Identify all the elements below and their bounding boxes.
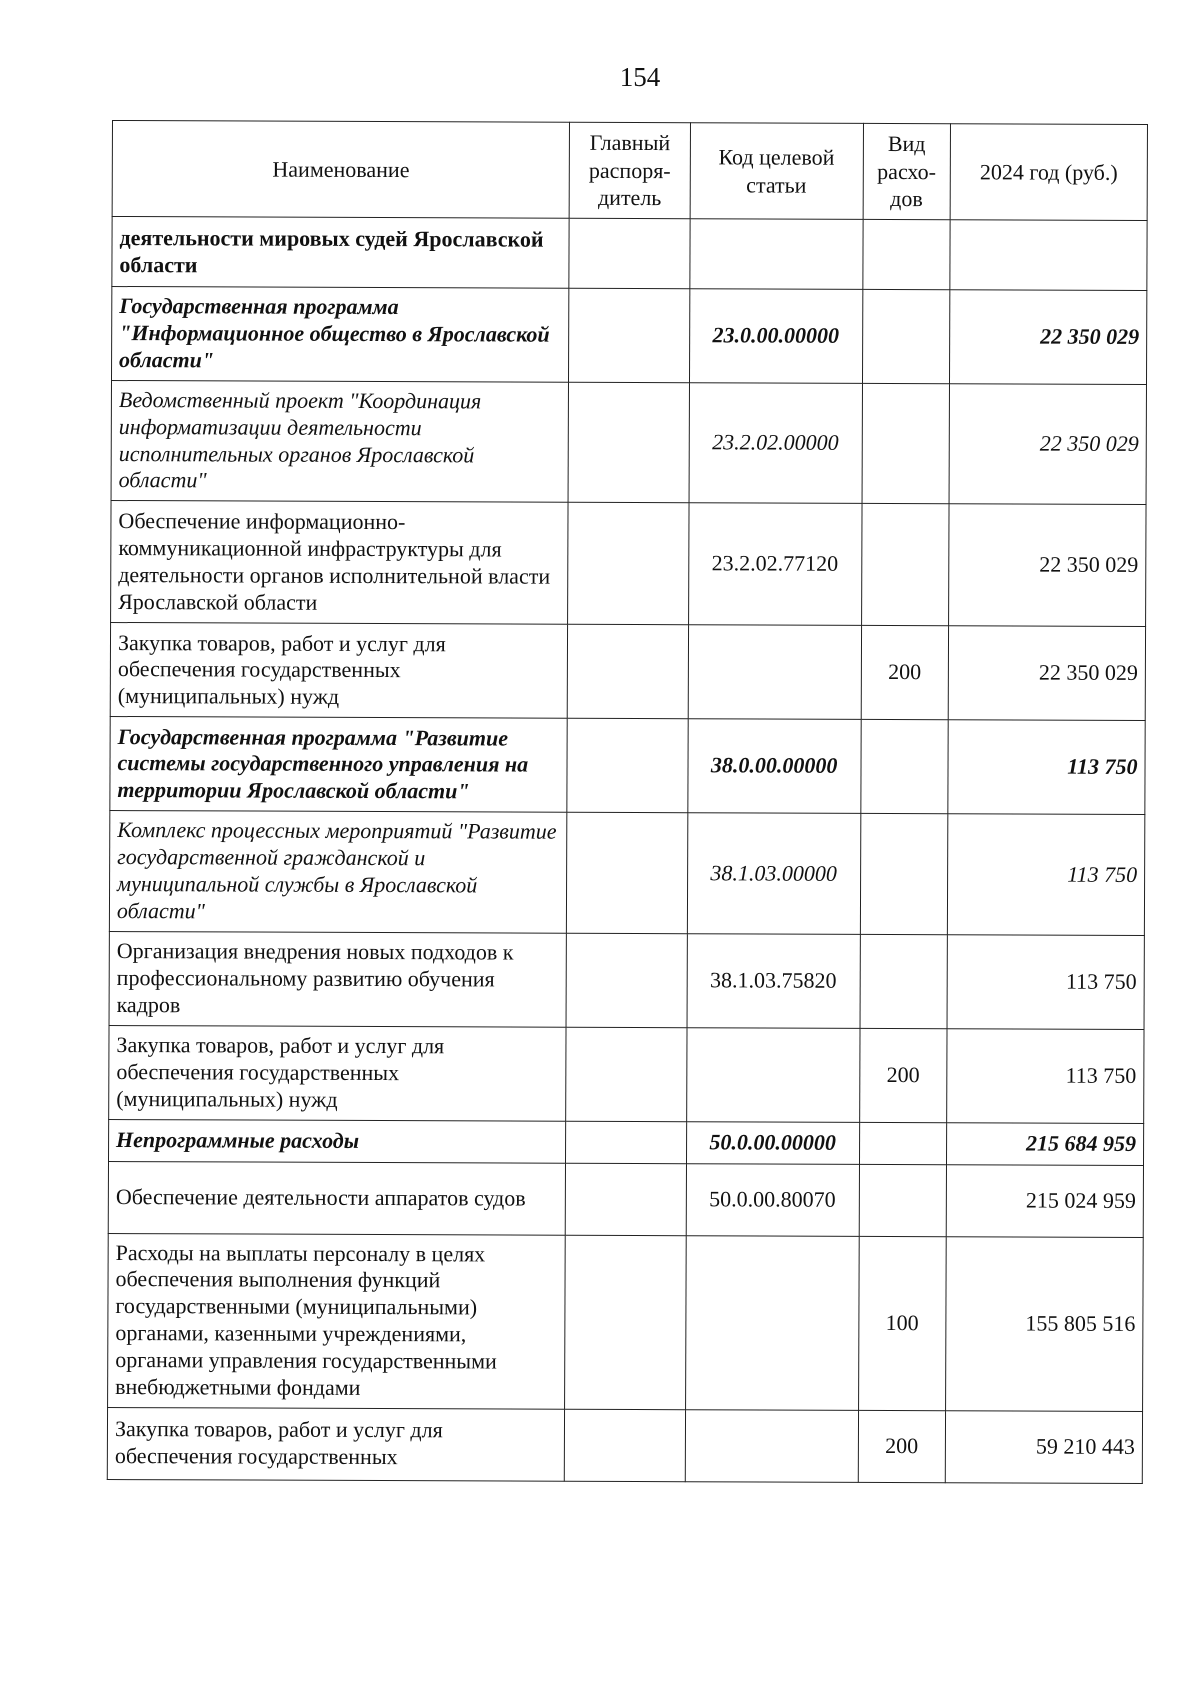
row-code: 50.0.00.00000 <box>686 1121 859 1164</box>
row-kind <box>862 383 950 504</box>
table-header-row <box>112 121 1147 221</box>
table-row <box>111 381 1146 505</box>
budget-table <box>107 120 1148 1484</box>
table-row <box>108 1161 1143 1237</box>
page-number: 154 <box>619 62 661 92</box>
row-amount: 113 750 <box>947 1028 1144 1123</box>
table-row <box>110 623 1145 721</box>
row-kind: 200 <box>861 626 949 720</box>
column-header-administrator: Главный распоря-дитель <box>569 122 690 218</box>
table-row <box>112 217 1147 291</box>
row-name: Ведомственный проект "Координация информатизации деятельности исполнительных органов Ярославской области" <box>111 381 569 503</box>
row-amount: 113 750 <box>948 720 1145 815</box>
row-kind <box>861 504 949 626</box>
row-administrator <box>566 1027 687 1121</box>
row-name: Обеспечение информационно-коммуникационной инфраструктуры для деятельности органов исполнительной власти Ярославской области <box>111 501 569 625</box>
row-amount: 113 750 <box>947 814 1144 935</box>
row-name: Расходы на выплаты персоналу в целях обеспечения выполнения функций государственными (муниципальными) органами, казенными учреждениями, органами управления государственными внебюджетными фондами <box>108 1233 566 1409</box>
table-row <box>111 501 1146 627</box>
table-row <box>108 1233 1144 1411</box>
row-amount: 59 210 443 <box>945 1410 1142 1483</box>
row-kind <box>862 219 950 289</box>
row-name: Организация внедрения новых подходов к профессиональному развитию обучения кадров <box>109 931 567 1027</box>
row-name: Закупка товаров, работ и услуг для обеспечения государственных <box>107 1407 565 1481</box>
row-kind <box>862 289 950 383</box>
row-code <box>685 1235 859 1410</box>
table-row <box>107 1407 1142 1483</box>
table-row <box>109 1119 1144 1165</box>
column-header-code: Код целевой статьи <box>690 123 863 220</box>
column-header-kind: Вид расхо-дов <box>863 123 951 219</box>
row-administrator <box>566 1163 687 1235</box>
row-name: Закупка товаров, работ и услуг для обеспечения государственных (муниципальных) нужд <box>109 1025 567 1121</box>
row-code: 23.2.02.77120 <box>688 503 861 626</box>
row-amount: 215 024 959 <box>946 1164 1143 1237</box>
row-kind <box>860 814 948 935</box>
row-kind: 200 <box>859 1028 947 1122</box>
row-administrator <box>566 1121 687 1163</box>
table-row <box>109 811 1144 935</box>
row-code <box>688 625 861 720</box>
row-amount: 155 805 516 <box>946 1236 1144 1411</box>
row-code: 23.0.00.00000 <box>689 289 862 384</box>
row-code: 50.0.00.80070 <box>686 1163 859 1236</box>
row-kind: 100 <box>858 1236 946 1410</box>
row-administrator <box>569 218 690 288</box>
row-name: Государственная программа "Развитие системы государственного управления на территории Ярославской области" <box>110 717 568 813</box>
row-administrator <box>568 503 689 625</box>
row-amount <box>950 220 1147 291</box>
table-row <box>109 1025 1144 1123</box>
row-code: 23.2.02.00000 <box>689 383 862 504</box>
row-administrator <box>569 288 690 382</box>
row-administrator <box>568 625 689 719</box>
row-administrator <box>565 1235 686 1409</box>
row-name: деятельности мировых судей Ярославской области <box>112 217 570 289</box>
row-name: Обеспечение деятельности аппаратов судов <box>108 1161 566 1235</box>
row-administrator <box>566 933 687 1027</box>
row-kind <box>859 1122 947 1164</box>
column-header-name: Наименование <box>112 121 570 219</box>
row-administrator <box>567 813 688 934</box>
row-code: 38.0.00.00000 <box>687 719 860 814</box>
row-kind <box>860 720 948 814</box>
row-amount: 22 350 029 <box>948 626 1145 721</box>
row-amount: 22 350 029 <box>949 504 1146 627</box>
row-code <box>690 219 863 290</box>
row-code <box>686 1027 859 1122</box>
row-name: Комплекс процессных мероприятий "Развитие государственной гражданской и муниципальной службы в Ярославской области" <box>109 811 567 933</box>
row-kind: 200 <box>858 1410 946 1482</box>
row-code: 38.1.03.00000 <box>687 813 860 934</box>
table-row <box>109 931 1144 1029</box>
row-amount: 22 350 029 <box>950 290 1147 385</box>
column-header-amount: 2024 год (руб.) <box>950 124 1147 221</box>
row-amount: 22 350 029 <box>949 384 1146 505</box>
row-administrator <box>568 382 689 503</box>
table-row <box>111 287 1146 385</box>
table-row <box>110 717 1145 815</box>
row-name: Закупка товаров, работ и услуг для обеспечения государственных (муниципальных) нужд <box>110 623 568 719</box>
row-kind <box>859 1164 947 1236</box>
row-name: Непрограммные расходы <box>109 1119 566 1163</box>
row-administrator <box>565 1409 686 1481</box>
row-name: Государственная программа "Информационное общество в Ярославской области" <box>111 287 569 383</box>
row-amount: 113 750 <box>947 934 1144 1029</box>
row-code: 38.1.03.75820 <box>687 933 860 1028</box>
row-kind <box>860 934 948 1028</box>
row-administrator <box>567 719 688 813</box>
row-amount: 215 684 959 <box>947 1122 1144 1165</box>
row-code <box>685 1409 858 1482</box>
